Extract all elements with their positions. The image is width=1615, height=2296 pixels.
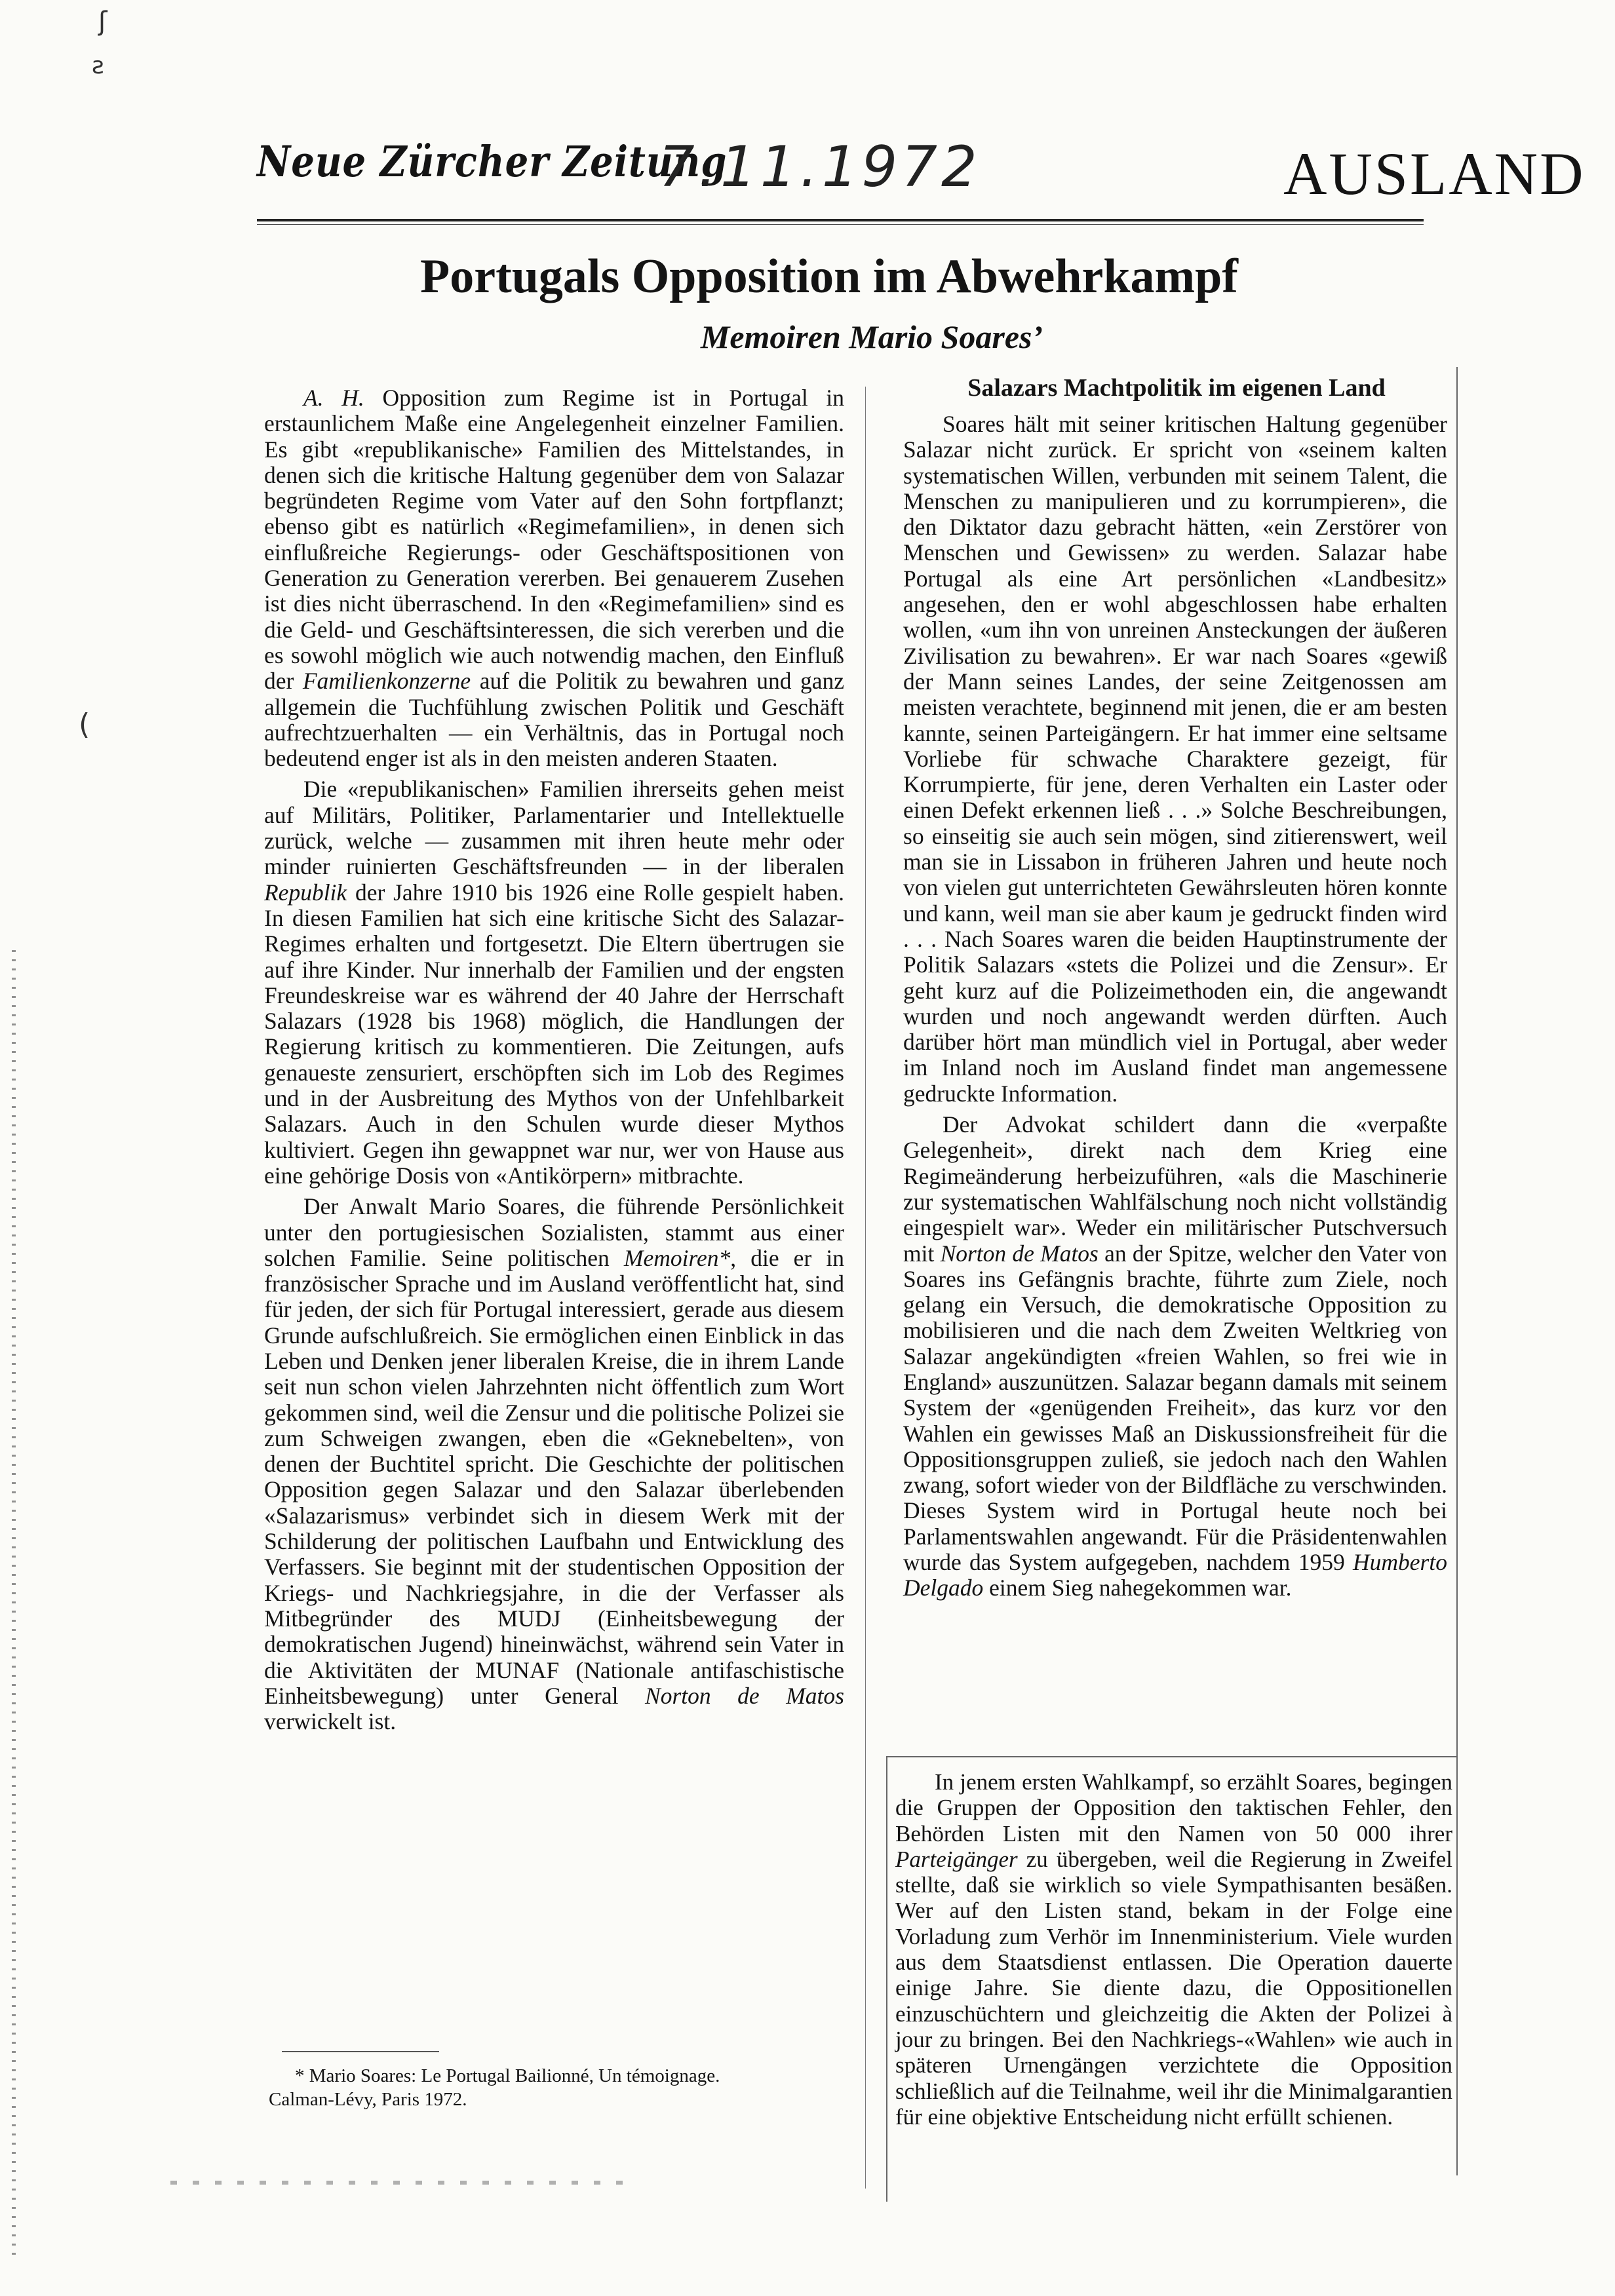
box-rule — [886, 1756, 887, 2202]
author-initials: A. H. — [303, 385, 364, 411]
column-frame — [1456, 367, 1458, 2175]
margin-mark: ( — [79, 708, 90, 741]
margin-mark: ʃ — [98, 7, 107, 37]
footnote-rule — [282, 2051, 439, 2052]
paragraph: In jenem ersten Wahlkampf, so erzählt Soares, begingen die Gruppen der Opposition den taktischen Fehler, den Behörden Listen mit den Namen von 50 000 ihrer Parteigänger zu übergeben, weil die Regierung in Zweifel stellte, daß sie wirklich so viele Sympathisanten besäßen. Wer auf den Listen stand, bekam in der Folge eine Vorladung zum Verhör im Innenministerium. Viele wurden aus dem Staatsdienst entlassen. Die Operation dauerte einige Jahre. Sie diente dazu, die Oppositionellen einzuschüchtern und gleichzeitig die Akten der Polizei à jour zu bringen. Bei den Nachkriegs-«Wahlen» wie auch in späteren Urnengängen verzichtete die Opposition schließlich auf die Teilnahme, weil ihr die Minimalgarantien für eine objektive Entscheidung nicht erfüllt schienen. — [895, 1769, 1452, 2130]
margin-mark: ƨ — [92, 52, 104, 79]
box-rule — [886, 1756, 1458, 1757]
paragraph: Der Anwalt Mario Soares, die führende Persönlichkeit unter den portugiesischen Sozialisten, stammt aus einer solchen Familie. Seine politischen Memoiren*, die er in französischer Sprache und im Ausland veröffentlicht hat, sind für jeden, der sich für Portugal interessiert, gerade aus diesem Grunde aufschlußreich. Sie ermöglichen einen Einblick in das Leben und Denken jener liberalen Kreise, die in ihrem Lande seit nun schon vielen Jahrzehnten nicht öffentlich zum Wort gekommen sind, weil die Zensur und die politische Polizei sie zum Schweigen zwangen, eben die «Geknebelten», von denen der Buchtitel spricht. Die Geschichte der politischen Opposition gegen Salazar und den Salazar überlebenden «Salazarismus» verbindet sich in diesem Werk mit der Schilderung der politischen Laufbahn und Entwicklung des Verfassers. Sie beginnt mit der studentischen Opposition der Kriegs- und Nachkriegsjahre, in die der Verfasser als Mitbegründer des MUDJ (Einheitsbewegung der demokratischen Jugend) hineinwächst, während sein Vater in die Aktivitäten der MUNAF (Nationale antifaschistische Einheitsbewegung) unter General Norton de Matos verwickelt ist. — [264, 1193, 844, 1735]
newspaper-masthead: Neue Zürcher Zeitung — [257, 137, 728, 187]
handwritten-date: 7.11.1972 — [659, 134, 981, 200]
section-label: AUSLAND — [1283, 140, 1586, 207]
scan-noise — [170, 2181, 629, 2185]
paragraph: Soares hält mit seiner kritischen Haltung gegenüber Salazar nicht zurück. Er spricht von «seinem kalten systematischen Willen, verbunden mit seinem Talent, die Menschen zu manipulieren und zu korrumpieren», die den Diktator dazu gebracht hätten, «ein Zerstörer von Menschen und Gewissen» zu werden. Salazar habe Portugal als eine Art persönlichen «Landbesitz» angesehen, den er wohl abgeschlossen habe erhalten wollen, «um ihn von unreinen Ansteckungen der äußeren Zivilisation zu bewahren». Er war nach Soares «gewiß der Mann seines Landes, der seine Zeitgenossen am meisten verachtete, beginnend mit jenen, die er am besten kannte, seinen Parteigängern. Er hat immer eine seltsame Vorliebe für schwache Charaktere gezeigt, für Korrumpierte, für jene, deren Verhalten ein Laster oder einen Defekt erkennen ließ . . .» Solche Beschreibungen, so einseitig sie auch sein mögen, sind zitierenswert, weil man sie in Lissabon in früheren Jahren und heute noch von vielen gut unterrichteten Gewährsleuten hören konnte und kann, weil man sie aber kaum je gedruckt finden wird . . . Nach Soares waren die beiden Hauptinstrumente der Politik Salazars «stets die Polizei und die Zensur». Er geht kurz auf die Polizeimethoden ein, die angewandt wurden und noch angewandt werden dürften. Auch darüber hört man mündlich viel in Portugal, aber weder im Inland noch im Ausland findet man angemessene gedruckte Information. — [903, 411, 1447, 1107]
paragraph: A. H. Opposition zum Regime ist in Portugal in erstaunlichem Maße eine Angelegenheit einzelner Familien. Es gibt «republikanische» Familien des Mittelstandes, in denen sich die kritische Haltung gegenüber dem von Salazar begründeten Regime vom Vater auf den Sohn fortpflanzt; ebenso gibt es natürlich «Regimefamilien», in denen sich einflußreiche Regierungs- oder Geschäftspositionen von Generation zu Generation vererben. Bei genauerem Zusehen ist dies nicht überraschend. In den «Regimefamilien» sind es die Geld- und Geschäftsinteressen, die sich vererben und die es sowohl möglich wie auch notwendig machen, den Einfluß der Familienkonzerne auf die Politik zu bewahren und ganz allgemein die Tuchfühlung zwischen Politik und Geschäft aufrechtzuerhalten — ein Verhältnis, das in Portugal noch bedeutend enger ist als in den meisten anderen Staaten. — [264, 385, 844, 772]
article-headline: Portugals Opposition im Abwehrkampf — [420, 250, 1238, 303]
right-column — [903, 411, 1447, 1601]
column-divider — [865, 387, 866, 2189]
right-subheading: Salazars Machtpolitik im eigenen Land — [967, 374, 1386, 402]
right-column-box — [895, 1769, 1452, 2130]
left-column — [264, 385, 844, 1734]
header-rule — [257, 219, 1424, 221]
footnote: * Mario Soares: Le Portugal Bailionné, Un témoignage. Calman-Lévy, Paris 1972. — [269, 2065, 720, 2110]
paragraph: Der Advokat schildert dann die «verpaßte Gelegenheit», direkt nach dem Krieg eine Regimeänderung herbeizuführen, «als die Maschinerie zur systematischen Wahlfälschung noch nicht vollständig eingespielt war». Weder ein militärischer Putschversuch mit Norton de Matos an der Spitze, welcher den Vater von Soares ins Gefängnis brachte, führte zum Ziele, noch gelang ein Versuch, die demokratische Opposition zu mobilisieren und die nach dem Zweiten Weltkrieg von Salazar angekündigten «freien Wahlen, so frei wie in England» auszunützen. Salazar begann damals mit seinem System der «genügenden Freiheit», das kurz vor den Wahlen ein gewisses Maß an Diskussionsfreiheit für die Oppositionsgruppen zuließ, sie jedoch nach den Wahlen zwang, sofort wieder von der Bildfläche zu verschwinden. Dieses System wird in Portugal heute noch bei Parlamentswahlen angewandt. Für die Präsidentenwahlen wurde das System aufgegeben, nachdem 1959 Humberto Delgado einem Sieg nahegekommen war. — [903, 1111, 1447, 1601]
scan-edge-noise — [12, 950, 16, 2261]
article-subheadline: Memoiren Mario Soares’ — [700, 318, 1043, 355]
header-rule — [257, 224, 1424, 225]
paragraph: Die «republikanischen» Familien ihrerseits gehen meist auf Militärs, Politiker, Parlamentarier und Intellektuelle zurück, welche — zusammen mit ihren heute mehr oder minder ruinierten Geschäftsfreunden — in der liberalen Republik der Jahre 1910 bis 1926 eine Rolle gespielt haben. In diesen Familien hat sich eine kritische Sicht des Salazar-Regimes erhalten und fortgesetzt. Die Eltern übertrugen sie auf ihre Kinder. Nur innerhalb der Familien und der engsten Freundeskreise war es während der 40 Jahre der Herrschaft Salazars (1928 bis 1968) möglich, die Handlungen der Regierung kritisch zu kommentieren. Die Zeitungen, aufs genaueste zensuriert, erschöpften sich im Lob des Regimes und in der Ausbreitung des Mythos von der Unfehlbarkeit Salazars. Auch in den Schulen wurde dieser Mythos kultiviert. Gegen ihn gewappnet war nur, wer von Hause aus eine gehörige Dosis von «Antikörpern» mitbrachte. — [264, 776, 844, 1189]
